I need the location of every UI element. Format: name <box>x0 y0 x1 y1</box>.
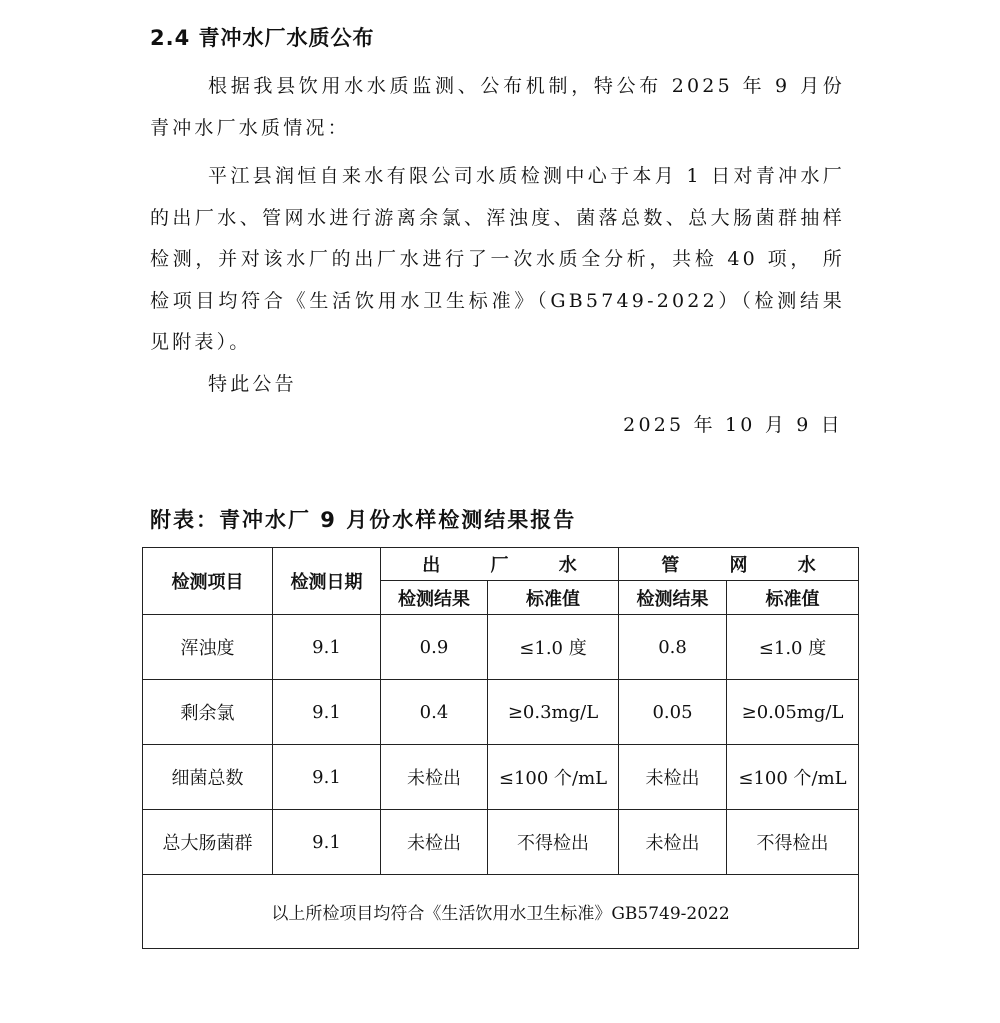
cell-item: 剩余氯 <box>143 680 273 745</box>
section-title: 2.4 青冲水厂水质公布 <box>150 26 375 50</box>
header-date: 检测日期 <box>273 548 381 615</box>
announcement-date: 2025 年 10 月 9 日 <box>623 414 843 436</box>
cell-date: 9.1 <box>273 680 381 745</box>
cell-out-standard: ≤1.0 度 <box>488 615 619 680</box>
table-row <box>143 680 859 745</box>
cell-pipe-standard: ≤100 个/mL <box>727 745 859 810</box>
header-item: 检测项目 <box>143 548 273 615</box>
cell-pipe-result: 未检出 <box>619 745 727 810</box>
results-table <box>142 547 859 949</box>
cell-item: 总大肠菌群 <box>143 810 273 875</box>
table-footer-row <box>143 875 859 949</box>
table-row <box>143 810 859 875</box>
cell-pipe-standard: ≥0.05mg/L <box>727 680 859 745</box>
header-out-standard: 标准值 <box>488 581 619 615</box>
cell-date: 9.1 <box>273 615 381 680</box>
cell-out-result: 0.4 <box>381 680 488 745</box>
cell-date: 9.1 <box>273 810 381 875</box>
cell-out-result: 未检出 <box>381 745 488 810</box>
header-group-pipe: 管 网 水 <box>619 548 859 581</box>
cell-out-standard: 不得检出 <box>488 810 619 875</box>
table-header-row <box>143 548 859 581</box>
cell-item: 浑浊度 <box>143 615 273 680</box>
table-row <box>143 615 859 680</box>
table-row <box>143 745 859 810</box>
table-footer-note: 以上所检项目均符合《生活饮用水卫生标准》GB5749-2022 <box>143 875 859 949</box>
cell-pipe-standard: 不得检出 <box>727 810 859 875</box>
cell-out-standard: ≥0.3mg/L <box>488 680 619 745</box>
detail-paragraph: 平江县润恒自来水有限公司水质检测中心于本月 1 日对青冲水厂的出厂水、管网水进行游离余氯、浑浊度、菌落总数、总大肠菌群抽样检测，并对该水厂的出厂水进行了一次水质全分析，共检 40 项， 所检项目均符合《生活饮用水卫生标准》（GB5749-2022）（检测结果见附表）。 <box>150 165 845 353</box>
announcement-closing: 特此公告 <box>208 373 297 395</box>
cell-pipe-result: 0.05 <box>619 680 727 745</box>
cell-out-standard: ≤100 个/mL <box>488 745 619 810</box>
cell-pipe-result: 未检出 <box>619 810 727 875</box>
header-pipe-standard: 标准值 <box>727 581 859 615</box>
header-pipe-result: 检测结果 <box>619 581 727 615</box>
cell-out-result: 0.9 <box>381 615 488 680</box>
intro-paragraph: 根据我县饮用水水质监测、公布机制，特公布 2025 年 9 月份青冲水厂水质情况： <box>150 75 845 139</box>
cell-date: 9.1 <box>273 745 381 810</box>
cell-pipe-result: 0.8 <box>619 615 727 680</box>
cell-item: 细菌总数 <box>143 745 273 810</box>
cell-pipe-standard: ≤1.0 度 <box>727 615 859 680</box>
cell-out-result: 未检出 <box>381 810 488 875</box>
table-title: 附表：青冲水厂 9 月份水样检测结果报告 <box>150 508 577 532</box>
header-out-result: 检测结果 <box>381 581 488 615</box>
header-group-outflow: 出 厂 水 <box>381 548 619 581</box>
